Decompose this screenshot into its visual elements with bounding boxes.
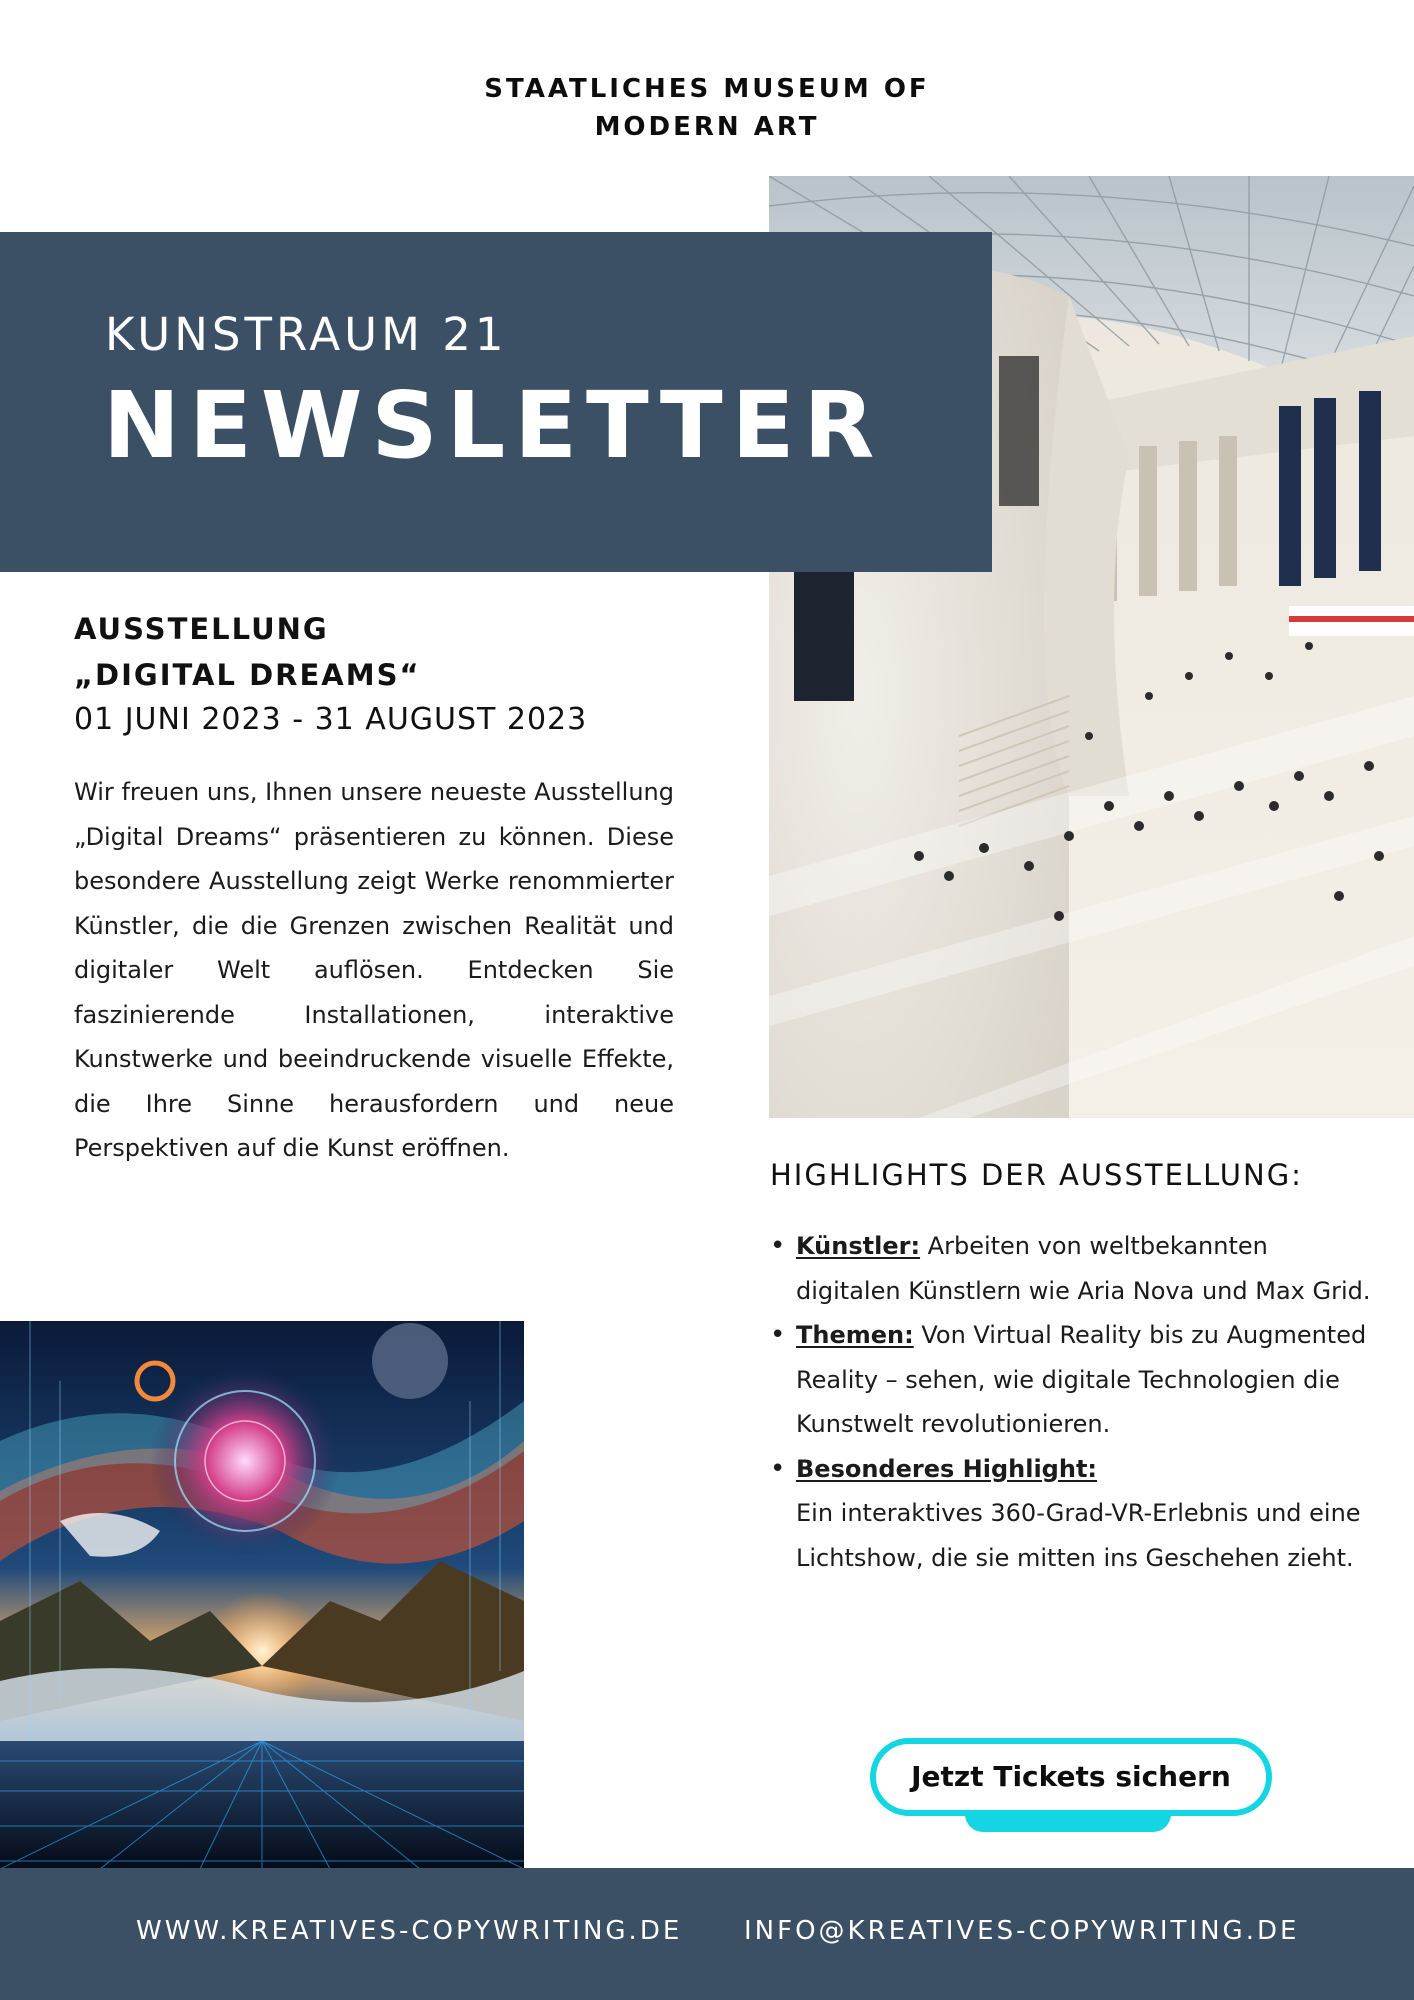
museum-name [0,70,1414,146]
footer [0,1868,1414,2000]
list-item [770,1447,1380,1581]
museum-name-line2: MODERN ART [594,112,820,142]
buy-tickets-button[interactable]: Jetzt Tickets sichern [870,1738,1272,1816]
exhibition-description: Wir freuen uns, Ihnen unsere neueste Ausstellung „Digital Dreams“ präsentieren zu können. Diese besondere Ausstellung zeigt Werke renommierter Künstler, die die Grenzen zwischen Realität und digitaler Welt auflösen. Entdecken Sie faszinierende Installationen, interaktive Kunstwerke und beeindruckende visuelle Effekte, die Ihre Sinne herausfordern und neue Perspektiven auf die Kunst eröffnen. [74,778,674,1162]
museum-name-line1: STAATLICHES MUSEUM OF [484,74,930,104]
highlights-heading: HIGHLIGHTS DER AUSSTELLUNG: [770,1158,1303,1192]
highlights-list [770,1224,1380,1580]
highlight-text: Von Virtual Reality bis zu Augmented Reality – sehen, wie digitale Technologien die Kunstwelt revolutionieren. [796,1321,1367,1438]
highlight-text: Arbeiten von weltbekannten digitalen Künstlern wie Aria Nova und Max Grid. [796,1232,1371,1305]
highlight-term: Themen: [796,1321,914,1349]
highlight-term: Besonderes Highlight: [796,1454,1098,1483]
newsletter-kicker: KUNSTRAUM 21 [105,308,508,361]
digital-art-image [0,1321,524,1869]
list-item [770,1224,1380,1313]
footer-email-link[interactable]: INFO@KREATIVES-COPYWRITING.DE [744,1916,1300,1946]
newsletter-title: NEWSLETTER [103,372,884,479]
highlight-term: Künstler: [796,1232,921,1260]
exhibition-label: AUSSTELLUNG [74,612,329,646]
list-item [770,1313,1380,1447]
title-banner [0,232,992,572]
highlight-text: Ein interaktives 360-Grad-VR-Erlebnis und eine Lichtshow, die sie mitten ins Geschehen zieht. [796,1499,1361,1572]
footer-website-link[interactable]: WWW.KREATIVES-COPYWRITING.DE [136,1916,683,1946]
exhibition-name: „DIGITAL DREAMS“ [74,658,421,692]
exhibition-dates: 01 JUNI 2023 - 31 AUGUST 2023 [74,702,588,737]
